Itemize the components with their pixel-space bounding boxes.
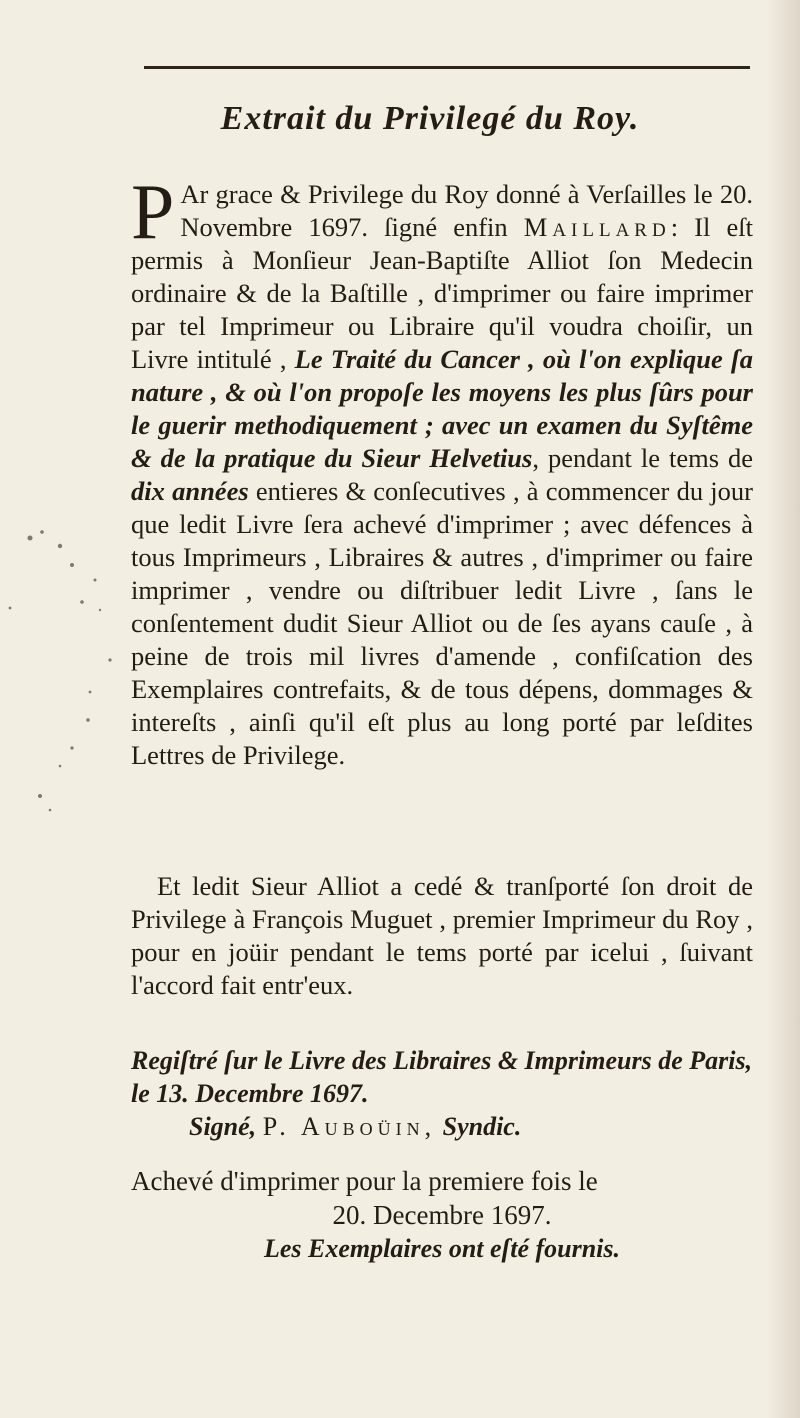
page-edge-shadow [766, 0, 800, 1418]
privilege-text-part1: Ar grace & Privilege du Roy donné à Verſailles le 20. Novembre 1697. ſigné enfin [180, 179, 753, 242]
privilege-text-part4: entieres & conſecutives , à commencer du jour que ledit Livre ſera achevé d'imprimer ; avec défences à tous Imprimeurs , Libraires & autres , d'imprimer ou faire imprimer , vendre ou diſtribuer ledit Livre , ſans le conſentement dudit Sieur Alliot ou de ſes ayans cauſe , à peine de trois mil livres d'amende , confiſcation des Exemplaires contrefaits, & de tous dépens, dommages & intereſts , ainſi qu'il eſt plus au long porté par leſdites Lettres de Privilege. [131, 476, 753, 770]
syndic-role: Syndic. [442, 1112, 522, 1141]
privilege-paragraph [131, 168, 754, 772]
registration-signe: Signé, [189, 1112, 257, 1141]
acheve-line1: Achevé d'imprimer pour la premiere fois le [131, 1166, 598, 1196]
margin-ink-specks [0, 510, 130, 840]
cession-paragraph: Et ledit Sieur Alliot a cedé & tranſporté ſon droit de Privilege à François Muguet , premier Imprimeur du Roy , pour en joüir pendant le tems porté par icelui , ſuivant l'accord fait entr'eux. [131, 871, 753, 1000]
registration-signature [131, 1110, 753, 1143]
registration-note [131, 1044, 753, 1143]
privilege-text-part2: : Il eſt permis à Monſieur Jean-Baptiſte Alliot ſon Medecin ordinaire & de la Baſtille , d'imprimer ou faire imprimer par tel Imprimeur ou Libraire qu'il voudra choiſir, un Livre intitulé , [131, 212, 753, 374]
book-title: Le Traité du Cancer , où l'on explique ſa nature , & où l'on propoſe les moyens les plus ſûrs pour le guerir methodiquement ; avec un examen du Syſtême & de la pratique du Sieur Helvetius [131, 344, 753, 473]
privilege-text-part3: , pendant le tems de [532, 443, 754, 473]
registration-line: Regiſtré ſur le Livre des Libraires & Imprimeurs de Paris, le 13. Decembre 1697. [131, 1046, 753, 1108]
drop-cap-letter: P [131, 168, 175, 255]
page-title: Extrait du Privilegé du Roy. [220, 100, 640, 137]
copies-deposited-note: Les Exemplaires ont eſté fournis. [263, 1234, 621, 1263]
printing-completion-note [131, 1164, 753, 1232]
acheve-date: 20. Decembre 1697. [332, 1200, 552, 1230]
signer-name: Maillard [523, 212, 671, 242]
syndic-name: P. Auboüin, [262, 1112, 437, 1141]
privilege-duration: dix années [131, 476, 249, 506]
header-rule [144, 66, 750, 69]
